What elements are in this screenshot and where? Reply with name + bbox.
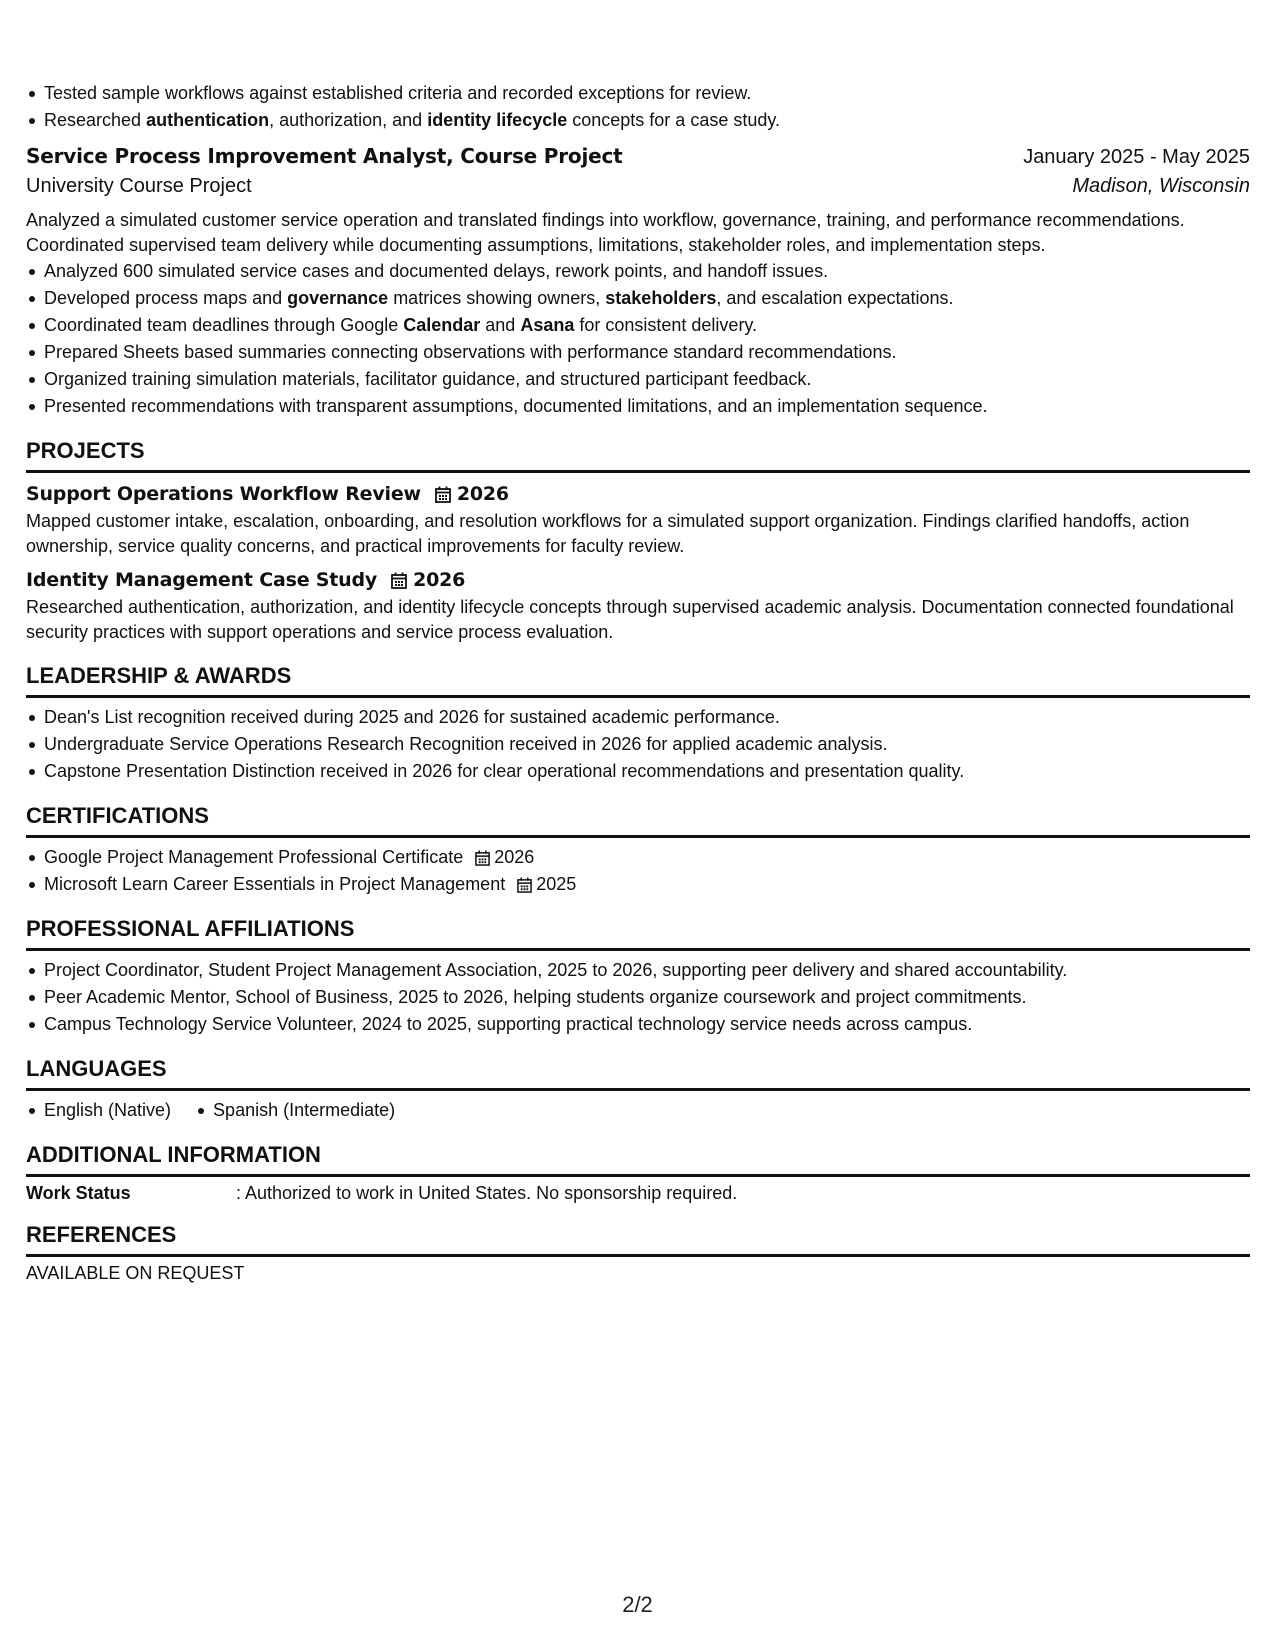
list-item: Peer Academic Mentor, School of Business, 2025 to 2026, helping students organize coursework and project commitments.: [44, 984, 1250, 1011]
job-organization: University Course Project: [26, 175, 252, 197]
text-run: Researched: [44, 110, 147, 130]
additional-info-section: [26, 1142, 1250, 1204]
text-run: Tested sample workflows against established criteria and recorded exceptions for review.: [44, 83, 752, 103]
list-item: Undergraduate Service Operations Research Recognition received in 2026 for applied academic analysis.: [44, 731, 1250, 758]
text-run: Prepared Sheets based summaries connecting observations with performance standard recommendations.: [44, 342, 897, 362]
list-item: [44, 285, 1250, 312]
languages-section: [26, 1056, 1250, 1124]
calendar-icon: [435, 486, 451, 503]
text-run: Analyzed 600 simulated service cases and documented delays, rework points, and handoff issues.: [44, 261, 829, 281]
text-run: Organized training simulation materials, facilitator guidance, and structured participant feedback.: [44, 369, 812, 389]
text-run: , authorization, and: [269, 110, 428, 130]
affiliation-list: [26, 957, 1250, 1038]
text-run: Developed process maps and: [44, 288, 288, 308]
list-item: [44, 339, 1250, 366]
project-entry: [26, 569, 1250, 645]
list-item: [44, 80, 1250, 107]
project-description: Researched authentication, authorization, and identity lifecycle concepts through supervised academic analysis. Documentation connected foundational security practices with support operations and service process evaluation.: [26, 597, 1234, 642]
text-run: , and escalation expectations.: [716, 288, 954, 308]
bold-keyword: stakeholders: [605, 288, 717, 308]
text-run: Presented recommendations with transparent assumptions, documented limitations, and an implementation sequence.: [44, 396, 988, 416]
affiliations-section: [26, 916, 1250, 1038]
certification-name: Microsoft Learn Career Essentials in Project Management: [44, 874, 506, 894]
list-item: Capstone Presentation Distinction received in 2026 for clear operational recommendations and presentation quality.: [44, 758, 1250, 785]
text-run: for consistent delivery.: [574, 315, 758, 335]
text-run: Coordinated team deadlines through Google: [44, 315, 404, 335]
list-item: English (Native): [44, 1097, 171, 1124]
job-location: Madison, Wisconsin: [1072, 175, 1250, 197]
section-heading: REFERENCES: [26, 1222, 1250, 1257]
list-item: Dean's List recognition received during 2025 and 2026 for sustained academic performance.: [44, 704, 1250, 731]
job-dates: January 2025 - May 2025: [1023, 146, 1250, 168]
certification-year: 2026: [494, 847, 535, 867]
bold-keyword: authentication: [146, 110, 270, 130]
project-name: Support Operations Workflow Review: [26, 483, 421, 505]
list-item: [44, 107, 1250, 134]
job-summary: Analyzed a simulated customer service operation and translated findings into workflow, governance, training, and performance recommendations. Coordinated supervised team delivery while documenting assumptions, limitations, stakeholder roles, and implementation steps.: [26, 210, 1185, 255]
list-item: [44, 393, 1250, 420]
work-status-value: : Authorized to work in United States. No sponsorship required.: [236, 1183, 738, 1203]
section-heading: CERTIFICATIONS: [26, 803, 1250, 838]
resume-page: [26, 80, 1250, 1284]
list-item: Campus Technology Service Volunteer, 2024 to 2025, supporting practical technology service needs across campus.: [44, 1011, 1250, 1038]
section-heading: PROFESSIONAL AFFILIATIONS: [26, 916, 1250, 951]
work-status-row: [26, 1183, 1250, 1204]
project-name: Identity Management Case Study: [26, 569, 378, 591]
list-item: Spanish (Intermediate): [213, 1097, 395, 1124]
text-run: and: [480, 315, 521, 335]
project-description: Mapped customer intake, escalation, onboarding, and resolution workflows for a simulated support organization. Findings clarified handoffs, action ownership, service quality concerns, and practical improvements for faculty review.: [26, 511, 1190, 556]
section-heading: ADDITIONAL INFORMATION: [26, 1142, 1250, 1177]
calendar-icon: [475, 850, 490, 866]
text-run: concepts for a case study.: [567, 110, 781, 130]
job-bullet-list: [26, 258, 1250, 420]
list-item: [44, 844, 1250, 871]
leadership-list: [26, 704, 1250, 785]
project-entry: [26, 483, 1250, 559]
list-item: [44, 366, 1250, 393]
certifications-section: [26, 803, 1250, 898]
certification-name: Google Project Management Professional Certificate: [44, 847, 464, 867]
job-title: Service Process Improvement Analyst, Course Project: [26, 144, 623, 168]
work-status-label: Work Status: [26, 1183, 131, 1203]
list-item: [44, 312, 1250, 339]
top-bullet-list: [26, 80, 1250, 134]
references-section: [26, 1222, 1250, 1284]
references-text: AVAILABLE ON REQUEST: [26, 1263, 245, 1283]
certification-list: [26, 844, 1250, 898]
project-year: 2026: [413, 569, 466, 591]
calendar-icon: [391, 572, 407, 589]
experience-entry: [26, 144, 1250, 420]
bold-keyword: Asana: [520, 315, 575, 335]
text-run: matrices showing owners,: [388, 288, 606, 308]
section-heading: PROJECTS: [26, 438, 1250, 473]
list-item: [44, 871, 1250, 898]
projects-section: [26, 438, 1250, 645]
bold-keyword: identity lifecycle: [427, 110, 568, 130]
calendar-icon: [517, 877, 532, 893]
list-item: [44, 258, 1250, 285]
language-list: [26, 1097, 1250, 1124]
leadership-section: [26, 663, 1250, 785]
list-item: Project Coordinator, Student Project Management Association, 2025 to 2026, supporting peer delivery and shared accountability.: [44, 957, 1250, 984]
section-heading: LANGUAGES: [26, 1056, 1250, 1091]
page-number: 2/2: [622, 1592, 653, 1617]
section-heading: LEADERSHIP & AWARDS: [26, 663, 1250, 698]
certification-year: 2025: [536, 874, 577, 894]
bold-keyword: governance: [287, 288, 389, 308]
project-year: 2026: [456, 483, 509, 505]
bold-keyword: Calendar: [403, 315, 481, 335]
